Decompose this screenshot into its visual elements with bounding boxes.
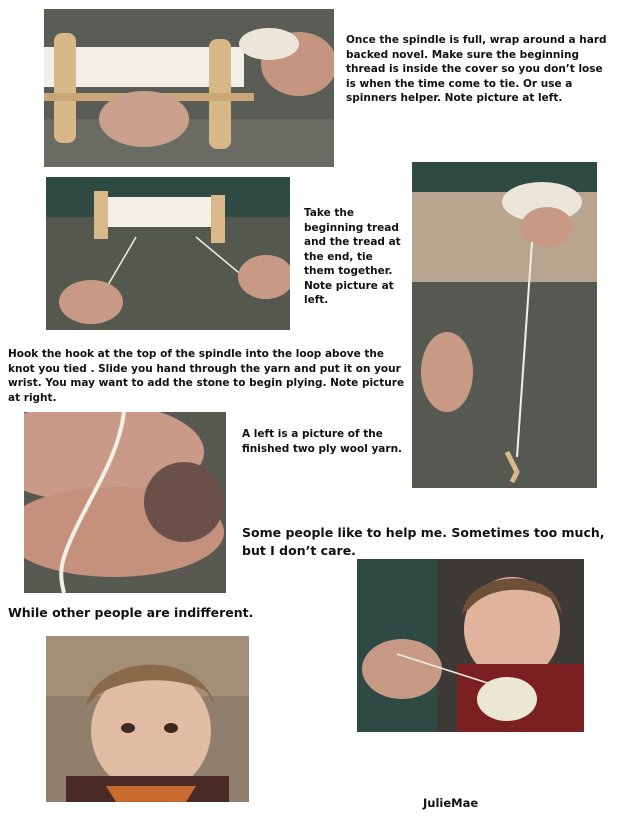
photo-child-helping: [357, 559, 584, 732]
caption-helpers: Some people like to help me. Sometimes too much, but I don’t care.: [242, 525, 605, 558]
caption-indifferent: While other people are indifferent.: [8, 605, 254, 620]
caption-finished-yarn: A left is a picture of the finished two ply wool yarn.: [242, 428, 403, 455]
photo-tying-threads: [46, 177, 290, 330]
caption-hook-plying: Hook the hook at the top of the spindle into the loop above the knot you tied . Slide you hand through the yarn and put it on your wrist. You may want to add the stone to begin plying. Note picture at right.: [8, 348, 405, 404]
photo-child-portrait: [46, 636, 249, 802]
photo-spinners-helper: [44, 9, 334, 167]
caption-tie-threads: Take the beginning tread and the tread at the end, tie them together. Note picture at left.: [304, 207, 401, 306]
caption-spindle-full: Once the spindle is full, wrap around a hard backed novel. Make sure the beginning thread is inside the cover so you don’t lose is when the time come to tie. Or use a spinners helper. Note picture at left.: [346, 34, 607, 104]
photo-finished-yarn: [24, 412, 226, 593]
signature: JulieMae: [423, 796, 479, 810]
photo-hooked-spindle: [412, 162, 597, 488]
